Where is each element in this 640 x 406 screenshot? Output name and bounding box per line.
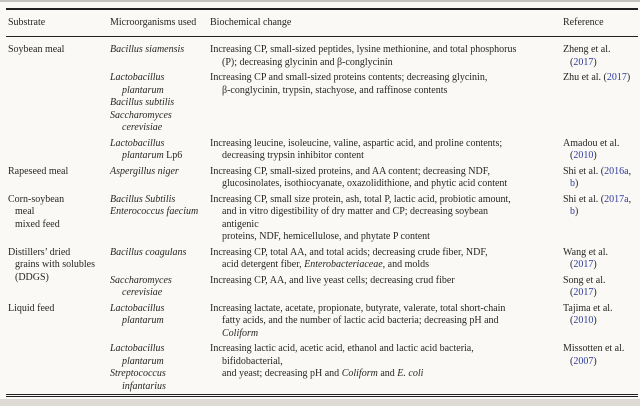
- cell-reference: [561, 273, 638, 301]
- text-line: [563, 72, 638, 85]
- text-segment: (: [570, 355, 574, 367]
- text-segment: ): [626, 72, 631, 83]
- text-segment: Aspergillus niger: [110, 165, 179, 177]
- cell-change: [208, 245, 561, 273]
- cell-change: [208, 192, 561, 245]
- text-line: [210, 328, 561, 341]
- text-line: [563, 44, 638, 57]
- text-line: [110, 138, 208, 151]
- text-line: [563, 206, 638, 219]
- cell-reference: [561, 164, 638, 192]
- text-segment: mixed feed: [15, 218, 60, 230]
- text-line: [8, 272, 108, 285]
- cell-change: [208, 70, 561, 136]
- text-segment: Soybean meal: [8, 44, 65, 55]
- text-line: [8, 259, 108, 272]
- text-segment: Increasing CP and small-sized proteins contents; decreasing glycinin,: [210, 72, 488, 83]
- text-segment: ): [575, 206, 579, 217]
- text-segment: Zheng et al.: [563, 44, 611, 55]
- text-segment: proteins, NDF, hemicellulose, and phytate P content: [222, 231, 430, 242]
- text-segment: infantarius: [122, 380, 166, 392]
- text-segment: ): [593, 150, 597, 161]
- column-header-substrate: Substrate: [6, 9, 108, 37]
- text-segment: ): [593, 259, 597, 270]
- text-segment: plantarum: [122, 355, 164, 367]
- text-segment: (DDGS): [15, 271, 49, 283]
- text-segment: Wang et al.: [563, 246, 609, 258]
- scan-edge-bottom: [0, 399, 640, 406]
- text-segment: Increasing lactate, acetate, propionate, butyrate, valerate, total short-chain: [210, 302, 506, 314]
- table-row: [6, 164, 638, 192]
- text-line: [210, 150, 561, 163]
- cell-substrate: [6, 192, 108, 245]
- text-segment: cerevisiae: [122, 122, 163, 133]
- text-segment: Tajima et al.: [563, 302, 613, 314]
- text-segment: Distillers’ dried: [8, 246, 71, 258]
- text-line: [110, 194, 208, 207]
- text-segment: glucosinolates, isothiocyanate, oxazolidithione, and phytic acid content: [222, 178, 508, 189]
- text-segment: Liquid feed: [8, 302, 55, 314]
- table-header-row: [6, 9, 638, 37]
- cell-micro: [108, 273, 208, 301]
- biochemical-changes-table: [6, 8, 638, 397]
- text-segment: Increasing CP, total AA, and total acids; decreasing crude fiber, NDF,: [210, 246, 488, 258]
- text-line: [210, 138, 561, 151]
- text-segment: Streptococcus: [110, 368, 166, 379]
- citation-year-link[interactable]: 2017: [606, 72, 627, 83]
- text-segment: Shi et al. (: [563, 193, 605, 205]
- cell-change: [208, 341, 561, 396]
- text-line: [563, 259, 638, 272]
- text-line: [110, 206, 208, 219]
- table-body: [6, 37, 638, 396]
- citation-year-link[interactable]: 2017a: [604, 193, 629, 205]
- text-segment: Bacillus coagulans: [110, 246, 187, 258]
- text-segment: Shi et al. (: [563, 165, 605, 177]
- text-line: [8, 206, 108, 219]
- table-row: [6, 192, 638, 245]
- text-line: [110, 122, 208, 135]
- text-line: [563, 178, 638, 191]
- text-line: [8, 219, 108, 232]
- text-line: [563, 343, 638, 356]
- text-line: [563, 166, 638, 179]
- text-segment: grains with solubles: [15, 259, 95, 270]
- text-segment: Bacillus siamensis: [110, 44, 185, 55]
- text-segment: bifidobacterial,: [222, 355, 283, 367]
- paper-table-region: [6, 8, 638, 397]
- text-segment: ): [593, 56, 597, 68]
- text-line: [210, 259, 561, 272]
- text-segment: Saccharomyces: [110, 274, 172, 286]
- text-segment: Lp6: [163, 150, 183, 161]
- text-segment: E. coli: [397, 368, 424, 379]
- text-line: [110, 44, 208, 57]
- text-segment: Increasing lactic acid, acetic acid, ethanol and lactic acid bacteria,: [210, 343, 474, 354]
- citation-year-link[interactable]: 2017: [573, 287, 594, 298]
- text-line: [210, 178, 561, 191]
- text-segment: ): [593, 315, 597, 326]
- text-line: [110, 303, 208, 316]
- text-line: [563, 150, 638, 163]
- table-row: [6, 245, 638, 273]
- text-line: [210, 206, 561, 219]
- cell-micro: [108, 136, 208, 164]
- text-segment: Increasing leucine, isoleucine, valine, aspartic acid, and proline contents;: [210, 137, 503, 149]
- text-line: [210, 57, 561, 70]
- text-segment: ): [593, 287, 597, 298]
- text-segment: Increasing CP, small-sized peptides, lysine methionine, and total phosphorus: [210, 44, 517, 55]
- text-segment: and: [377, 368, 398, 379]
- text-line: [110, 150, 208, 163]
- text-segment: plantarum: [122, 84, 164, 96]
- text-segment: plantarum: [122, 315, 164, 326]
- cell-reference: [561, 341, 638, 396]
- text-segment: (: [570, 150, 574, 161]
- text-segment: β-conglycinin, trypsin, stachyose, and raffinose contents: [222, 84, 448, 96]
- text-line: [563, 287, 638, 300]
- cell-substrate: [6, 301, 108, 396]
- cell-micro: [108, 37, 208, 71]
- cell-substrate: [6, 164, 108, 192]
- text-segment: (: [570, 315, 574, 326]
- text-segment: Enterobacteriaceae: [304, 259, 383, 270]
- cell-change: [208, 301, 561, 342]
- text-segment: ,: [628, 193, 632, 205]
- citation-year-link[interactable]: 2017: [573, 259, 594, 270]
- text-segment: Enterococcus faecium: [110, 206, 199, 217]
- text-segment: ,: [628, 165, 632, 177]
- text-line: [563, 275, 638, 288]
- cell-change: [208, 37, 561, 71]
- text-line: [210, 356, 561, 369]
- text-line: [110, 368, 208, 381]
- text-line: [563, 138, 638, 151]
- text-line: [210, 368, 561, 381]
- text-segment: Bacillus Subtilis: [110, 193, 176, 205]
- text-segment: Missotten et al.: [563, 343, 625, 354]
- text-segment: and in vitro digestibility of dry matter and CP; decreasing soybean: [222, 206, 489, 217]
- text-line: [563, 247, 638, 260]
- text-line: [563, 303, 638, 316]
- text-segment: acid detergent fiber,: [222, 259, 305, 270]
- text-segment: (: [570, 287, 574, 298]
- text-segment: cerevisiae: [122, 287, 163, 298]
- text-line: [210, 219, 561, 232]
- text-line: [210, 72, 561, 85]
- citation-year-link[interactable]: b: [570, 178, 575, 189]
- text-line: [110, 247, 208, 260]
- text-line: [8, 166, 108, 179]
- text-line: [210, 44, 561, 57]
- cell-micro: [108, 192, 208, 245]
- text-line: [110, 275, 208, 288]
- text-line: [563, 315, 638, 328]
- text-line: [110, 97, 208, 110]
- text-line: [210, 275, 561, 288]
- scan-edge-top: [0, 0, 640, 2]
- text-segment: Lactobacillus: [110, 137, 165, 149]
- text-segment: plantarum: [122, 150, 164, 161]
- text-line: [210, 166, 561, 179]
- cell-change: [208, 136, 561, 164]
- text-line: [210, 315, 561, 328]
- text-segment: (: [570, 56, 574, 68]
- text-line: [8, 247, 108, 260]
- cell-reference: [561, 37, 638, 71]
- text-segment: Coliform: [341, 368, 378, 379]
- citation-year-link[interactable]: 2007: [573, 355, 594, 367]
- text-segment: Increasing CP, small size protein, ash, total P, lactic acid, probiotic amount,: [210, 193, 511, 205]
- text-segment: Song et al.: [563, 274, 606, 286]
- text-line: [110, 287, 208, 300]
- cell-micro: [108, 70, 208, 136]
- cell-substrate: [6, 37, 108, 164]
- cell-reference: [561, 301, 638, 342]
- cell-reference: [561, 136, 638, 164]
- text-segment: Bacillus subtilis: [110, 97, 175, 108]
- text-segment: meal: [15, 206, 35, 217]
- text-line: [110, 110, 208, 123]
- table-row: [6, 301, 638, 342]
- text-line: [8, 303, 108, 316]
- text-segment: Increasing CP, small-sized proteins, and AA content; decreasing NDF,: [210, 165, 490, 177]
- text-line: [8, 194, 108, 207]
- text-line: [210, 303, 561, 316]
- text-line: [210, 85, 561, 98]
- text-line: [110, 166, 208, 179]
- text-segment: decreasing trypsin inhibitor content: [222, 150, 364, 161]
- text-line: [110, 343, 208, 356]
- column-header-biochemical-change: Biochemical change: [208, 9, 561, 37]
- text-line: [563, 356, 638, 369]
- text-line: [110, 72, 208, 85]
- text-line: [110, 315, 208, 328]
- text-segment: and yeast; decreasing pH and: [222, 368, 342, 379]
- citation-year-link[interactable]: 2016a: [604, 165, 629, 177]
- cell-change: [208, 273, 561, 301]
- text-segment: Increasing CP, AA, and live yeast cells; decreasing crud fiber: [210, 274, 455, 286]
- text-segment: (P); decreasing glycinin and β-conglycinin: [222, 56, 393, 68]
- cell-micro: [108, 164, 208, 192]
- table-header: [6, 9, 638, 37]
- text-line: [110, 85, 208, 98]
- text-segment: Lactobacillus: [110, 343, 165, 354]
- text-segment: Saccharomyces: [110, 109, 172, 121]
- cell-reference: [561, 70, 638, 136]
- text-segment: ): [575, 178, 579, 189]
- column-header-reference: Reference: [561, 9, 638, 37]
- text-segment: Zhu et al. (: [563, 72, 607, 83]
- text-segment: ): [593, 355, 597, 367]
- text-segment: antigenic: [222, 218, 259, 230]
- table-row: [6, 37, 638, 71]
- text-line: [210, 343, 561, 356]
- text-segment: , and molds: [382, 259, 430, 270]
- text-segment: fatty acids, and the number of lactic acid bacteria; decreasing pH and: [222, 315, 499, 326]
- text-segment: (: [570, 259, 574, 270]
- text-segment: Amadou et al.: [563, 137, 620, 149]
- cell-micro: [108, 341, 208, 396]
- text-segment: Rapeseed meal: [8, 165, 69, 177]
- text-line: [110, 356, 208, 369]
- citation-year-link[interactable]: 2010: [573, 150, 594, 161]
- cell-reference: [561, 192, 638, 245]
- cell-micro: [108, 301, 208, 342]
- text-segment: Corn-soybean: [8, 193, 65, 205]
- cell-substrate: [6, 245, 108, 301]
- text-segment: Lactobacillus: [110, 72, 165, 83]
- text-line: [563, 57, 638, 70]
- text-segment: Lactobacillus: [110, 302, 165, 314]
- citation-year-link[interactable]: 2010: [573, 315, 594, 326]
- citation-year-link[interactable]: b: [570, 206, 575, 217]
- cell-reference: [561, 245, 638, 273]
- text-line: [563, 194, 638, 207]
- text-line: [210, 231, 561, 244]
- cell-micro: [108, 245, 208, 273]
- text-line: [210, 247, 561, 260]
- text-segment: Coliform: [222, 327, 259, 339]
- text-line: [8, 44, 108, 57]
- column-header-microorganisms: Microorganisms used: [108, 9, 208, 37]
- citation-year-link[interactable]: 2017: [573, 56, 594, 68]
- cell-change: [208, 164, 561, 192]
- text-line: [210, 194, 561, 207]
- text-line: [110, 381, 208, 394]
